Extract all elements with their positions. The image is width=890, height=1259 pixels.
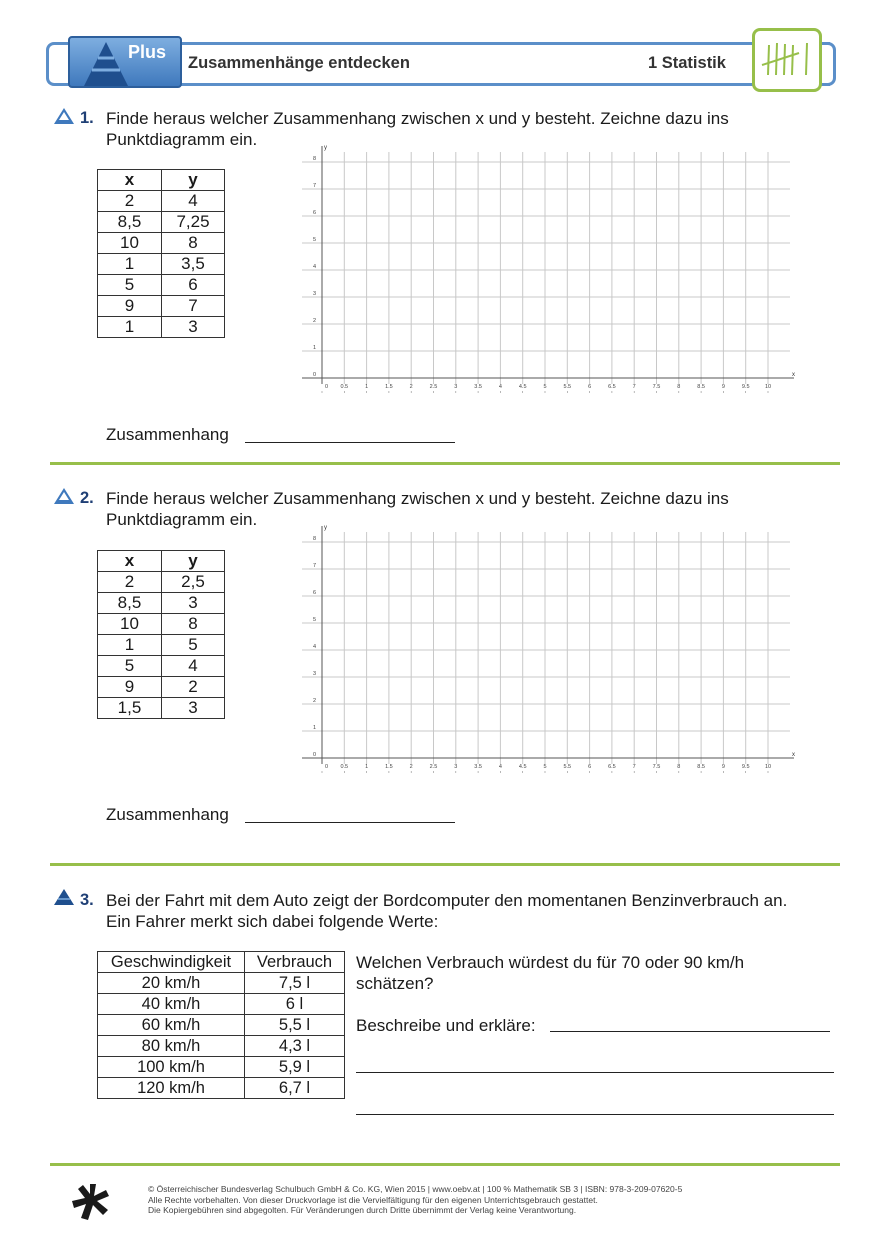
- x-tick-label: 4: [498, 764, 502, 770]
- x-tick-label: 6: [588, 764, 592, 770]
- y-tick-label: 7: [312, 563, 316, 569]
- x-tick-label: 7.5: [652, 384, 661, 390]
- header-bracket-left: [46, 42, 60, 86]
- table-cell: 3: [162, 317, 225, 338]
- table-row: [98, 1078, 345, 1099]
- table-row: [98, 233, 225, 254]
- table-cell: 7,25: [162, 212, 225, 233]
- y-tick-label: 2: [312, 318, 316, 324]
- y-tick-label: 1: [312, 725, 316, 731]
- task3-number: 3.: [80, 891, 94, 909]
- x-tick-label: 0.5: [340, 764, 349, 770]
- table-cell: 120 km/h: [98, 1078, 245, 1099]
- table-cell: 6: [162, 275, 225, 296]
- footer-line: Die Kopiergebühren sind abgegolten. Für Veränderungen durch Dritte übernimmt der Verlag keine Verantwortung.: [148, 1205, 577, 1215]
- x-tick-label: 3: [454, 384, 458, 390]
- x-tick-label: 6: [588, 384, 592, 390]
- table-cell: 1: [98, 317, 162, 338]
- table-cell: 6 l: [245, 994, 345, 1015]
- y-tick-label: 8: [312, 156, 316, 162]
- task2-number: 2.: [80, 489, 94, 507]
- table-row: [98, 572, 225, 593]
- task3-answer-line[interactable]: [356, 1072, 834, 1073]
- y-tick-label: 0: [312, 752, 316, 758]
- table-row: [98, 1057, 345, 1078]
- table-row: [98, 317, 225, 338]
- x-tick-label: 4.5: [518, 764, 527, 770]
- table-cell: 8,5: [98, 212, 162, 233]
- x-tick-label: 5: [543, 384, 547, 390]
- table-row: [98, 191, 225, 212]
- footer-divider: [50, 1163, 840, 1166]
- tally-icon: [752, 28, 822, 92]
- x-axis-label: x: [792, 372, 795, 378]
- task1-answer-line[interactable]: [245, 442, 455, 443]
- x-tick-label: 3.5: [474, 384, 482, 390]
- x-tick-label: 8: [677, 384, 681, 390]
- task1-text-line1: Finde heraus welcher Zusammenhang zwischen x und y besteht. Zeichne dazu ins: [106, 109, 729, 128]
- table-cell: 7: [162, 296, 225, 317]
- table-cell: 60 km/h: [98, 1015, 245, 1036]
- y-tick-label: 6: [312, 590, 316, 596]
- table-cell: 8,5: [98, 593, 162, 614]
- table-row: [98, 275, 225, 296]
- y-axis-label: y: [324, 525, 327, 531]
- x-tick-label: 2: [409, 764, 413, 770]
- table-row: [98, 973, 345, 994]
- x-tick-label: 4.5: [518, 384, 527, 390]
- table-row: [98, 677, 225, 698]
- table-row: [98, 593, 225, 614]
- x-tick-label: 10: [764, 384, 772, 390]
- table-cell: 7,5 l: [245, 973, 345, 994]
- difficulty-icon-filled: [53, 888, 75, 906]
- x-tick-label: 0.5: [340, 384, 349, 390]
- y-tick-label: 2: [312, 698, 316, 704]
- x-tick-label: 6.5: [608, 764, 616, 770]
- table-cell: 1,5: [98, 698, 162, 719]
- section-divider: [50, 863, 840, 866]
- table-cell: 4: [162, 656, 225, 677]
- x-tick-label: 2.5: [429, 384, 438, 390]
- x-tick-label: 9.5: [741, 764, 750, 770]
- task1-table: [97, 169, 225, 338]
- table-header-y: y: [162, 551, 225, 572]
- task3-answer-line[interactable]: [550, 1031, 830, 1032]
- section-divider: [50, 462, 840, 465]
- task3-answer-line[interactable]: [356, 1114, 834, 1115]
- table-cell: 2: [98, 572, 162, 593]
- task3-question-line2: schätzen?: [356, 974, 434, 993]
- table-cell: 5: [98, 275, 162, 296]
- task2-table: [97, 550, 225, 719]
- table-header-consumption: Verbrauch: [245, 952, 345, 973]
- x-tick-label: 4: [498, 384, 502, 390]
- x-tick-label: 9: [721, 764, 725, 770]
- x-tick-label: 2.5: [429, 764, 438, 770]
- tally-marks-icon: [755, 31, 819, 89]
- chapter-label: 1 Statistik: [648, 54, 726, 72]
- table-row: [98, 656, 225, 677]
- y-tick-label: 4: [312, 644, 316, 650]
- x-tick-label: 7: [632, 764, 636, 770]
- task1-scatter-grid[interactable]: [296, 145, 796, 395]
- task3-question-line1: Welchen Verbrauch würdest du für 70 oder 90 km/h: [356, 953, 745, 972]
- table-cell: 2: [162, 677, 225, 698]
- task2-answer-line[interactable]: [245, 822, 455, 823]
- plus-badge: [68, 36, 182, 88]
- table-cell: 5,5 l: [245, 1015, 345, 1036]
- table-cell: 40 km/h: [98, 994, 245, 1015]
- task1-number: 1.: [80, 109, 94, 127]
- table-cell: 9: [98, 296, 162, 317]
- table-cell: 10: [98, 614, 162, 635]
- table-cell: 3: [162, 593, 225, 614]
- table-cell: 80 km/h: [98, 1036, 245, 1057]
- x-tick-label: 0: [325, 384, 329, 390]
- y-tick-label: 0: [312, 372, 316, 378]
- x-tick-label: 0: [325, 764, 329, 770]
- table-cell: 4,3 l: [245, 1036, 345, 1057]
- table-cell: 6,7 l: [245, 1078, 345, 1099]
- x-tick-label: 6.5: [608, 384, 616, 390]
- x-tick-label: 5.5: [563, 764, 572, 770]
- table-row: [98, 296, 225, 317]
- y-tick-label: 1: [312, 345, 316, 351]
- table-row: [98, 994, 345, 1015]
- x-tick-label: 10: [764, 764, 772, 770]
- table-header-speed: Geschwindigkeit: [98, 952, 245, 973]
- x-tick-label: 8.5: [697, 764, 705, 770]
- task3-describe-label: Beschreibe und erkläre:: [356, 1016, 536, 1035]
- table-cell: 3: [162, 698, 225, 719]
- table-cell: 1: [98, 635, 162, 656]
- table-row: [98, 614, 225, 635]
- x-tick-label: 5.5: [563, 384, 572, 390]
- y-tick-label: 5: [312, 237, 316, 243]
- table-cell: 100 km/h: [98, 1057, 245, 1078]
- x-axis-label: x: [792, 752, 795, 758]
- x-tick-label: 9.5: [741, 384, 750, 390]
- y-tick-label: 7: [312, 183, 316, 189]
- footer-line: Alle Rechte vorbehalten. Von dieser Druckvorlage ist die Vervielfältigung für den eigenen Unterrichtsgebrauch gestattet.: [148, 1194, 598, 1205]
- badge-label: Plus: [128, 42, 167, 62]
- table-cell: 3,5: [162, 254, 225, 275]
- table-cell: 8: [162, 614, 225, 635]
- y-tick-label: 3: [312, 671, 316, 677]
- task3-table: [97, 951, 345, 1099]
- task2-answer-label: Zusammenhang: [106, 805, 229, 824]
- table-row: [98, 635, 225, 656]
- x-tick-label: 3: [454, 764, 458, 770]
- y-tick-label: 3: [312, 291, 316, 297]
- x-tick-label: 5: [543, 764, 547, 770]
- x-tick-label: 3.5: [474, 764, 482, 770]
- table-cell: 5: [98, 656, 162, 677]
- x-tick-label: 1: [365, 764, 369, 770]
- difficulty-icon: [53, 487, 75, 505]
- x-tick-label: 1.5: [385, 764, 393, 770]
- x-tick-label: 8: [677, 764, 681, 770]
- y-axis-label: y: [324, 145, 327, 151]
- page-title: Zusammenhänge entdecken: [188, 54, 410, 72]
- table-cell: 20 km/h: [98, 973, 245, 994]
- x-tick-label: 2: [409, 384, 413, 390]
- publisher-logo-icon: [70, 1182, 112, 1222]
- table-row: [98, 212, 225, 233]
- table-row: [98, 1036, 345, 1057]
- x-tick-label: 7.5: [652, 764, 661, 770]
- task3-text-line1: Bei der Fahrt mit dem Auto zeigt der Bordcomputer den momentanen Benzinverbrauch an.: [106, 891, 788, 910]
- table-cell: 9: [98, 677, 162, 698]
- x-tick-label: 8.5: [697, 384, 705, 390]
- table-cell: 2,5: [162, 572, 225, 593]
- task2-text-line2: Punktdiagramm ein.: [106, 510, 258, 529]
- task1-answer-label: Zusammenhang: [106, 425, 229, 444]
- footer-line: © Österreichischer Bundesverlag Schulbuch GmbH & Co. KG, Wien 2015 | www.oebv.at | 100 % Mathematik SB 3 | ISBN: 978-3-209-07620-5: [148, 1184, 683, 1194]
- table-header-y: y: [162, 170, 225, 191]
- table-cell: 1: [98, 254, 162, 275]
- table-cell: 10: [98, 233, 162, 254]
- table-cell: 2: [98, 191, 162, 212]
- footer-copyright: [148, 1184, 682, 1216]
- y-tick-label: 4: [312, 264, 316, 270]
- task3-text-line2: Ein Fahrer merkt sich dabei folgende Werte:: [106, 912, 439, 931]
- table-header-x: x: [98, 551, 162, 572]
- task1-text-line2: Punktdiagramm ein.: [106, 130, 258, 149]
- table-row: [98, 1015, 345, 1036]
- table-cell: 5,9 l: [245, 1057, 345, 1078]
- y-tick-label: 8: [312, 536, 316, 542]
- x-tick-label: 7: [632, 384, 636, 390]
- task2-scatter-grid[interactable]: [296, 525, 796, 775]
- table-row: [98, 698, 225, 719]
- x-tick-label: 1: [365, 384, 369, 390]
- x-tick-label: 1.5: [385, 384, 393, 390]
- y-tick-label: 5: [312, 617, 316, 623]
- table-cell: 8: [162, 233, 225, 254]
- x-tick-label: 9: [721, 384, 725, 390]
- table-cell: 5: [162, 635, 225, 656]
- table-header-x: x: [98, 170, 162, 191]
- y-tick-label: 6: [312, 210, 316, 216]
- table-cell: 4: [162, 191, 225, 212]
- task2-text-line1: Finde heraus welcher Zusammenhang zwischen x und y besteht. Zeichne dazu ins: [106, 489, 729, 508]
- table-row: [98, 254, 225, 275]
- difficulty-icon: [53, 107, 75, 125]
